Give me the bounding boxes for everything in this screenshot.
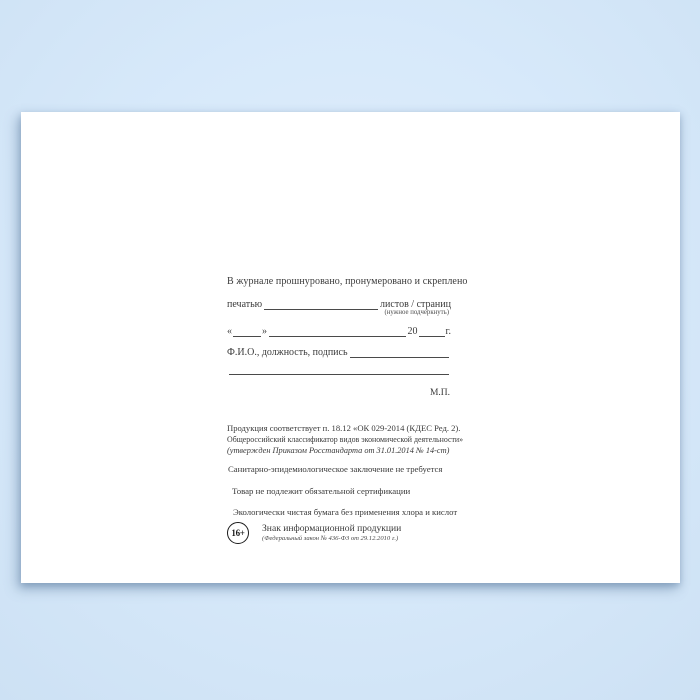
product-compliance xyxy=(227,423,464,457)
seal-place-abbr: М.П. xyxy=(429,388,450,398)
compliance-line-1: Продукция соответствует п. 18.12 «ОК 029-2014 (КДЕС Ред. 2). xyxy=(227,423,461,433)
sanitary-statement: Санитарно-эпидемиологическое заключение не требуется xyxy=(228,464,443,474)
age-mark-law: (Федеральный закон № 436-ФЗ от 29.12.2010 г.) xyxy=(262,535,399,542)
age-mark-row xyxy=(227,521,451,544)
age-mark-caption xyxy=(262,521,401,543)
blank-line-day xyxy=(233,325,261,337)
year-prefix: 20 xyxy=(407,326,418,337)
date-row xyxy=(227,325,451,337)
age-mark-label: Знак информационной продукции xyxy=(262,523,402,534)
year-suffix: г. xyxy=(445,326,451,337)
blank-line-signature-2 xyxy=(229,362,449,375)
signature-label: Ф.И.О., должность, подпись xyxy=(227,347,348,358)
blank-line-month xyxy=(269,325,406,337)
eco-paper-statement: Экологически чистая бумага без применения хлора и кислот xyxy=(233,507,458,517)
close-quote: » xyxy=(262,326,267,337)
open-quote: « xyxy=(227,326,232,337)
journal-back-page xyxy=(21,112,680,583)
compliance-line-3: (утвержден Приказом Росстандарта от 31.01.2014 № 14-ст) xyxy=(227,446,450,456)
age-16-badge-text: 16+ xyxy=(231,528,245,538)
signature-blank-row xyxy=(227,363,451,375)
binding-statement: В журнале прошнуровано, пронумеровано и скреплено xyxy=(227,276,468,287)
age-16-badge-icon xyxy=(227,522,249,544)
blank-line-signature xyxy=(350,346,449,358)
underline-note: (нужное подчеркнуть) xyxy=(384,309,449,316)
seal-label: печатью xyxy=(227,299,263,310)
compliance-line-2: Общероссийский классификатор видов экономической деятельности» xyxy=(227,435,464,445)
no-certification-statement: Товар не подлежит обязательной сертификации xyxy=(232,486,411,496)
signature-row xyxy=(227,346,451,358)
blank-line-year xyxy=(419,325,445,337)
sheets-label: листов / страниц xyxy=(380,299,451,310)
